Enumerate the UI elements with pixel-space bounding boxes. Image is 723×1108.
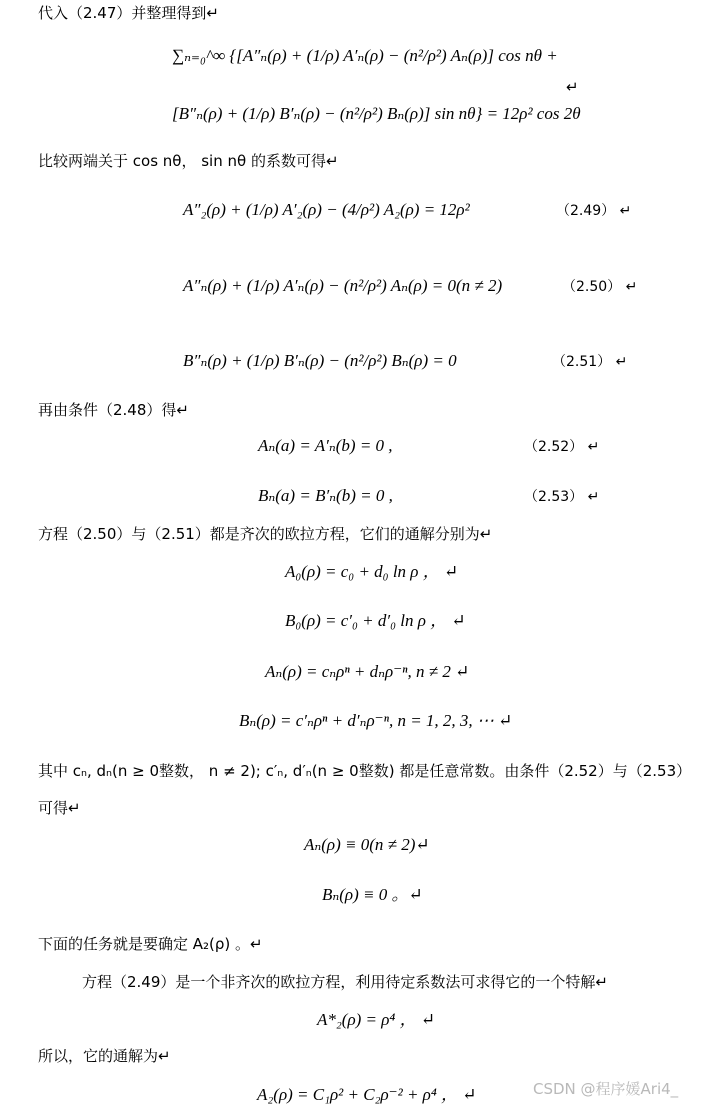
paragraph-mark: ↵ (566, 78, 579, 96)
equation-bn-zero: Bₙ(ρ) ≡ 0 。↵ (322, 885, 423, 904)
equation-2-51: B″ₙ(ρ) + (1/ρ) B′ₙ(ρ) − (n²/ρ²) Bₙ(ρ) = 0 (183, 351, 457, 370)
equation-number-2-52: （2.52） ↵ (524, 439, 600, 455)
equation-number-2-51: （2.51） ↵ (552, 354, 628, 370)
equation-an-zero: Aₙ(ρ) ≡ 0(n ≠ 2)↵ (304, 835, 430, 854)
paragraph-homogeneous: 方程（2.50）与（2.51）都是齐次的欧拉方程，它们的通解分别为↵ (38, 525, 493, 543)
equation-b0: B₀(ρ) = c′₀ + d′₀ ln ρ ， ↵ (285, 611, 466, 630)
equation-2-50: A″ₙ(ρ) + (1/ρ) A′ₙ(ρ) − (n²/ρ²) Aₙ(ρ) = 0(n ≠ 2) (183, 276, 503, 295)
equation-sum-line-1: ∑ₙ₌₀^∞ {[A″ₙ(ρ) + (1/ρ) A′ₙ(ρ) − (n²/ρ²) Aₙ(ρ)] cos nθ + (172, 46, 558, 65)
paragraph-particular: 方程（2.49）是一个非齐次的欧拉方程，利用待定系数法可求得它的一个特解↵ (82, 973, 608, 991)
equation-a2-particular: A*₂(ρ) = ρ⁴ ， ↵ (317, 1010, 436, 1029)
paragraph-general: 所以，它的通解为↵ (38, 1047, 171, 1065)
equation-2-53: Bₙ(a) = B′ₙ(b) = 0 , (258, 486, 393, 505)
paragraph-obtain: 可得↵ (38, 799, 81, 817)
equation-an: Aₙ(ρ) = cₙρⁿ + dₙρ⁻ⁿ, n ≠ 2 ↵ (265, 662, 470, 681)
equation-a0: A₀(ρ) = c₀ + d₀ ln ρ ， ↵ (285, 562, 459, 581)
paragraph-task: 下面的任务就是要确定 A₂(ρ) 。↵ (38, 935, 263, 953)
equation-number-2-53: （2.53） ↵ (524, 489, 600, 505)
equation-2-52: Aₙ(a) = A′ₙ(b) = 0 , (258, 436, 393, 455)
paragraph-compare: 比较两端关于 cos nθ， sin nθ 的系数可得↵ (38, 152, 339, 170)
paragraph-where: 其中 cₙ, dₙ(n ≥ 0整数， n ≠ 2); c′ₙ, d′ₙ(n ≥ 0整数) 都是任意常数。由条件（2.52）与（2.53） (38, 762, 692, 780)
equation-number-2-49: （2.49） ↵ (556, 203, 632, 219)
equation-number-2-50: （2.50） ↵ (562, 279, 638, 295)
equation-a2-general: A₂(ρ) = C₁ρ² + C₂ρ⁻² + ρ⁴ ， ↵ (257, 1085, 477, 1104)
equation-2-49: A″₂(ρ) + (1/ρ) A′₂(ρ) − (4/ρ²) A₂(ρ) = 12ρ² (183, 200, 470, 219)
paragraph-substitute: 代入（2.47）并整理得到↵ (38, 4, 219, 22)
paragraph-condition: 再由条件（2.48）得↵ (38, 401, 189, 419)
equation-bn: Bₙ(ρ) = c′ₙρⁿ + d′ₙρ⁻ⁿ, n = 1, 2, 3, ⋯ ↵ (239, 711, 513, 730)
equation-sum-line-2: [B″ₙ(ρ) + (1/ρ) B′ₙ(ρ) − (n²/ρ²) Bₙ(ρ)] sin nθ} = 12ρ² cos 2θ (172, 104, 581, 123)
watermark: CSDN @程序媛Ari4_ (533, 1080, 679, 1098)
